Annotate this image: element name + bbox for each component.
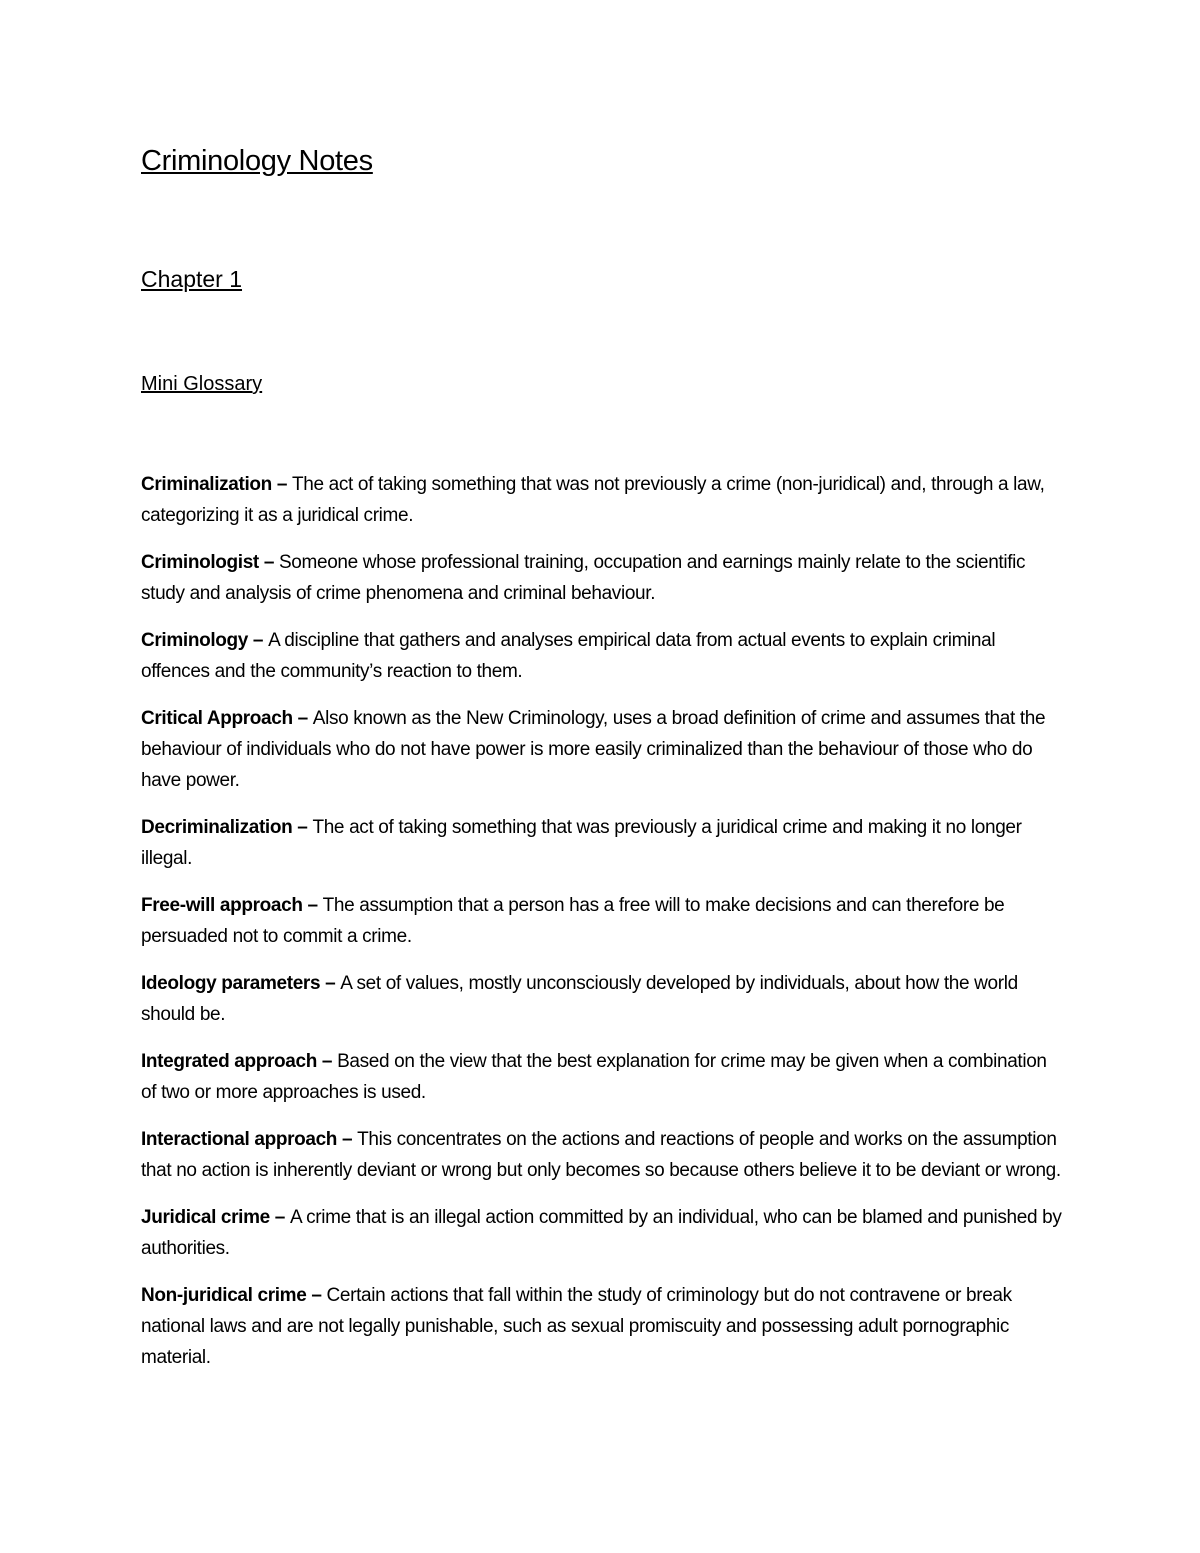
glossary-term: Free-will approach (141, 895, 303, 916)
glossary-entry (141, 625, 1066, 687)
glossary-entry (141, 812, 1066, 874)
glossary-entry (141, 968, 1066, 1030)
term-separator: – (292, 817, 313, 838)
glossary-definition: The assumption that a person has a free will to make decisions and can therefore be persuaded not to commit a crime. (141, 895, 1005, 947)
term-separator: – (302, 895, 323, 916)
glossary-term: Ideology parameters (141, 973, 321, 994)
glossary-definition: A crime that is an illegal action committed by an individual, who can be blamed and punished by authorities. (141, 1207, 1062, 1259)
document-title: Criminology Notes (141, 145, 373, 177)
term-separator: – (269, 1207, 290, 1228)
term-separator: – (258, 552, 279, 573)
glossary-entry (141, 1124, 1066, 1186)
glossary-entry (141, 1046, 1066, 1108)
glossary-entry (141, 703, 1066, 796)
term-separator: – (292, 708, 313, 729)
glossary-definition: Also known as the New Criminology, uses a broad definition of crime and assumes that the behaviour of individuals who do not have power is more easily criminalized than the behaviour of those who do have power. (141, 708, 1046, 791)
glossary-entry (141, 1202, 1066, 1264)
glossary-term: Criminalization (141, 474, 272, 495)
term-separator: – (320, 973, 341, 994)
glossary-definition: Someone whose professional training, occupation and earnings mainly relate to the scientific study and analysis of crime phenomena and criminal behaviour. (141, 552, 1026, 604)
glossary-definition: Based on the view that the best explanation for crime may be given when a combination of two or more approaches is used. (141, 1051, 1047, 1103)
chapter-heading: Chapter 1 (141, 266, 243, 292)
glossary-term: Interactional approach (141, 1129, 338, 1150)
glossary-term: Critical Approach (141, 708, 293, 729)
glossary-term: Integrated approach (141, 1051, 317, 1072)
glossary-term: Criminologist (141, 552, 259, 573)
glossary-definition: A discipline that gathers and analyses empirical data from actual events to explain criminal offences and the community’s reaction to them. (141, 630, 996, 682)
glossary-definition: Certain actions that fall within the study of criminology but do not contravene or break national laws and are not legally punishable, such as sexual promiscuity and possessing adult pornographic material. (141, 1285, 1012, 1368)
term-separator: – (306, 1285, 327, 1306)
glossary-entry (141, 890, 1066, 952)
glossary-term: Non-juridical crime (141, 1285, 307, 1306)
term-separator: – (337, 1129, 358, 1150)
term-separator: – (317, 1051, 338, 1072)
glossary-entry (141, 469, 1066, 531)
glossary-definition: The act of taking something that was previously a juridical crime and making it no longer illegal. (141, 817, 1022, 869)
term-separator: – (248, 630, 269, 651)
glossary-list (141, 469, 1066, 1389)
glossary-entry (141, 547, 1066, 609)
glossary-definition: This concentrates on the actions and reactions of people and works on the assumption that no action is inherently deviant or wrong but only becomes so because others believe it to be deviant or wrong. (141, 1129, 1061, 1181)
glossary-definition: A set of values, mostly unconsciously developed by individuals, about how the world should be. (141, 973, 1018, 1025)
glossary-definition: The act of taking something that was not previously a crime (non-juridical) and, through a law, categorizing it as a juridical crime. (141, 474, 1045, 526)
term-separator: – (271, 474, 293, 495)
document-page (141, 0, 1066, 1553)
glossary-entry (141, 1280, 1066, 1373)
glossary-term: Criminology (141, 630, 248, 651)
glossary-term: Decriminalization (141, 817, 293, 838)
section-heading: Mini Glossary (141, 373, 263, 395)
glossary-term: Juridical crime (141, 1207, 270, 1228)
